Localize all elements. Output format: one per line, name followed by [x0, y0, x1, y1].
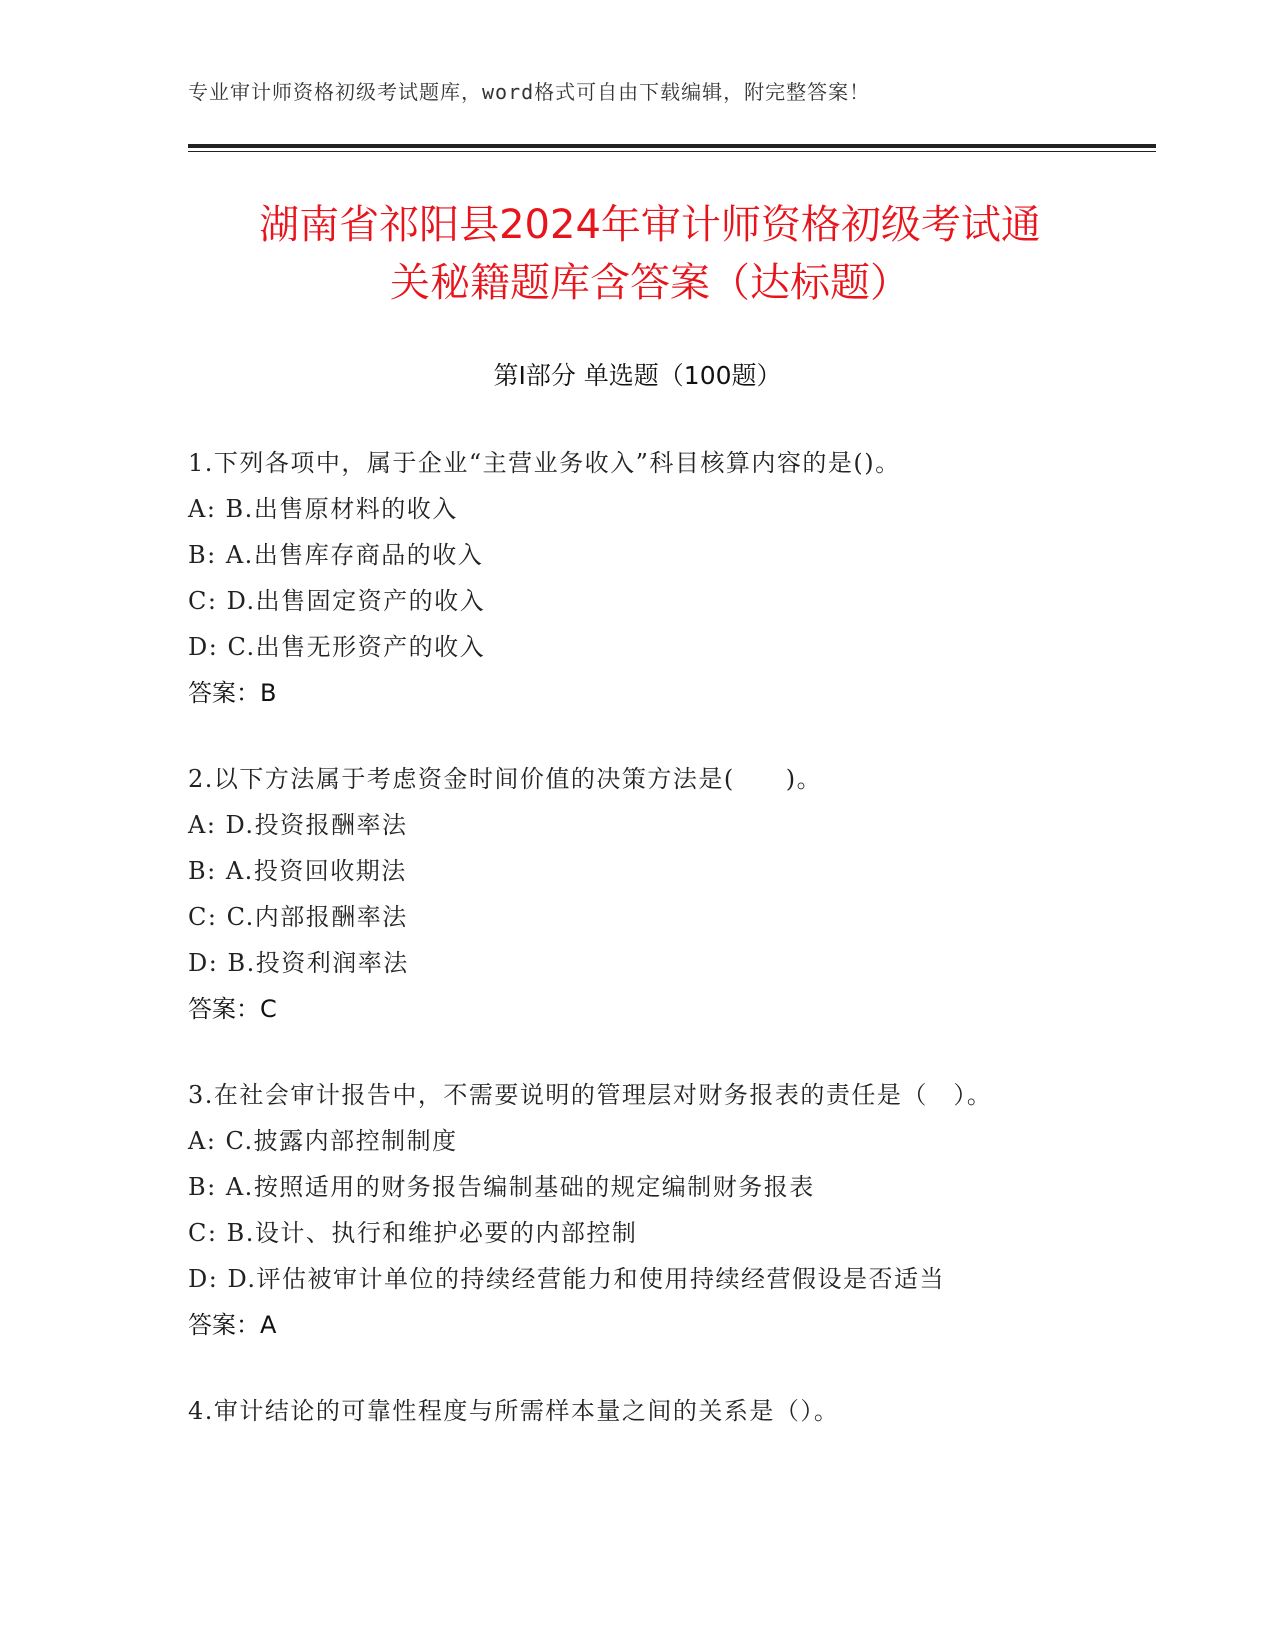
question-stem: 4.审计结论的可靠性程度与所需样本量之间的关系是（）。: [188, 1397, 840, 1425]
document-title: [150, 196, 1150, 312]
document-title-line-2: 关秘籍题库含答案（达标题）: [390, 260, 910, 306]
section-heading: 第Ⅰ部分 单选题（100题）: [493, 361, 782, 390]
question-option-b: B: A.出售库存商品的收入: [188, 541, 484, 569]
question-item: [188, 440, 1088, 716]
question-answer: 答案：C: [188, 995, 277, 1023]
question-option-d: D: D.评估被审计单位的持续经营能力和使用持续经营假设是否适当: [188, 1265, 945, 1293]
question-item: [188, 756, 1088, 1032]
question-answer: 答案：A: [188, 1311, 277, 1339]
question-option-c: C: C.内部报酬率法: [188, 903, 408, 931]
question-option-d: D: C.出售无形资产的收入: [188, 633, 486, 661]
question-option-a: A: C.披露内部控制制度: [188, 1127, 458, 1155]
question-item: [188, 1388, 1088, 1434]
question-option-a: A: B.出售原材料的收入: [188, 495, 458, 523]
question-answer: 答案：B: [188, 679, 277, 707]
document-title-line-1: 湖南省祁阳县2024年审计师资格初级考试通: [259, 202, 1041, 248]
question-stem: 2.以下方法属于考虑资金时间价值的决策方法是( )。: [188, 765, 823, 793]
question-option-a: A: D.投资报酬率法: [188, 811, 408, 839]
header-divider-thin: [188, 151, 1156, 152]
question-option-b: B: A.按照适用的财务报告编制基础的规定编制财务报表: [188, 1173, 815, 1201]
question-option-c: C: D.出售固定资产的收入: [188, 587, 486, 615]
header-note: 专业审计师资格初级考试题库，word格式可自由下载编辑，附完整答案！: [188, 80, 871, 104]
question-option-c: C: B.设计、执行和维护必要的内部控制: [188, 1219, 638, 1247]
question-stem: 3.在社会审计报告中，不需要说明的管理层对财务报表的责任是（ ）。: [188, 1081, 993, 1109]
question-option-d: D: B.投资利润率法: [188, 949, 409, 977]
question-stem: 1.下列各项中，属于企业“主营业务收入”科目核算内容的是()。: [188, 449, 901, 477]
question-option-b: B: A.投资回收期法: [188, 857, 407, 885]
question-item: [188, 1072, 1088, 1348]
header-divider-thick: [188, 144, 1156, 148]
question-list: [188, 440, 1088, 1474]
